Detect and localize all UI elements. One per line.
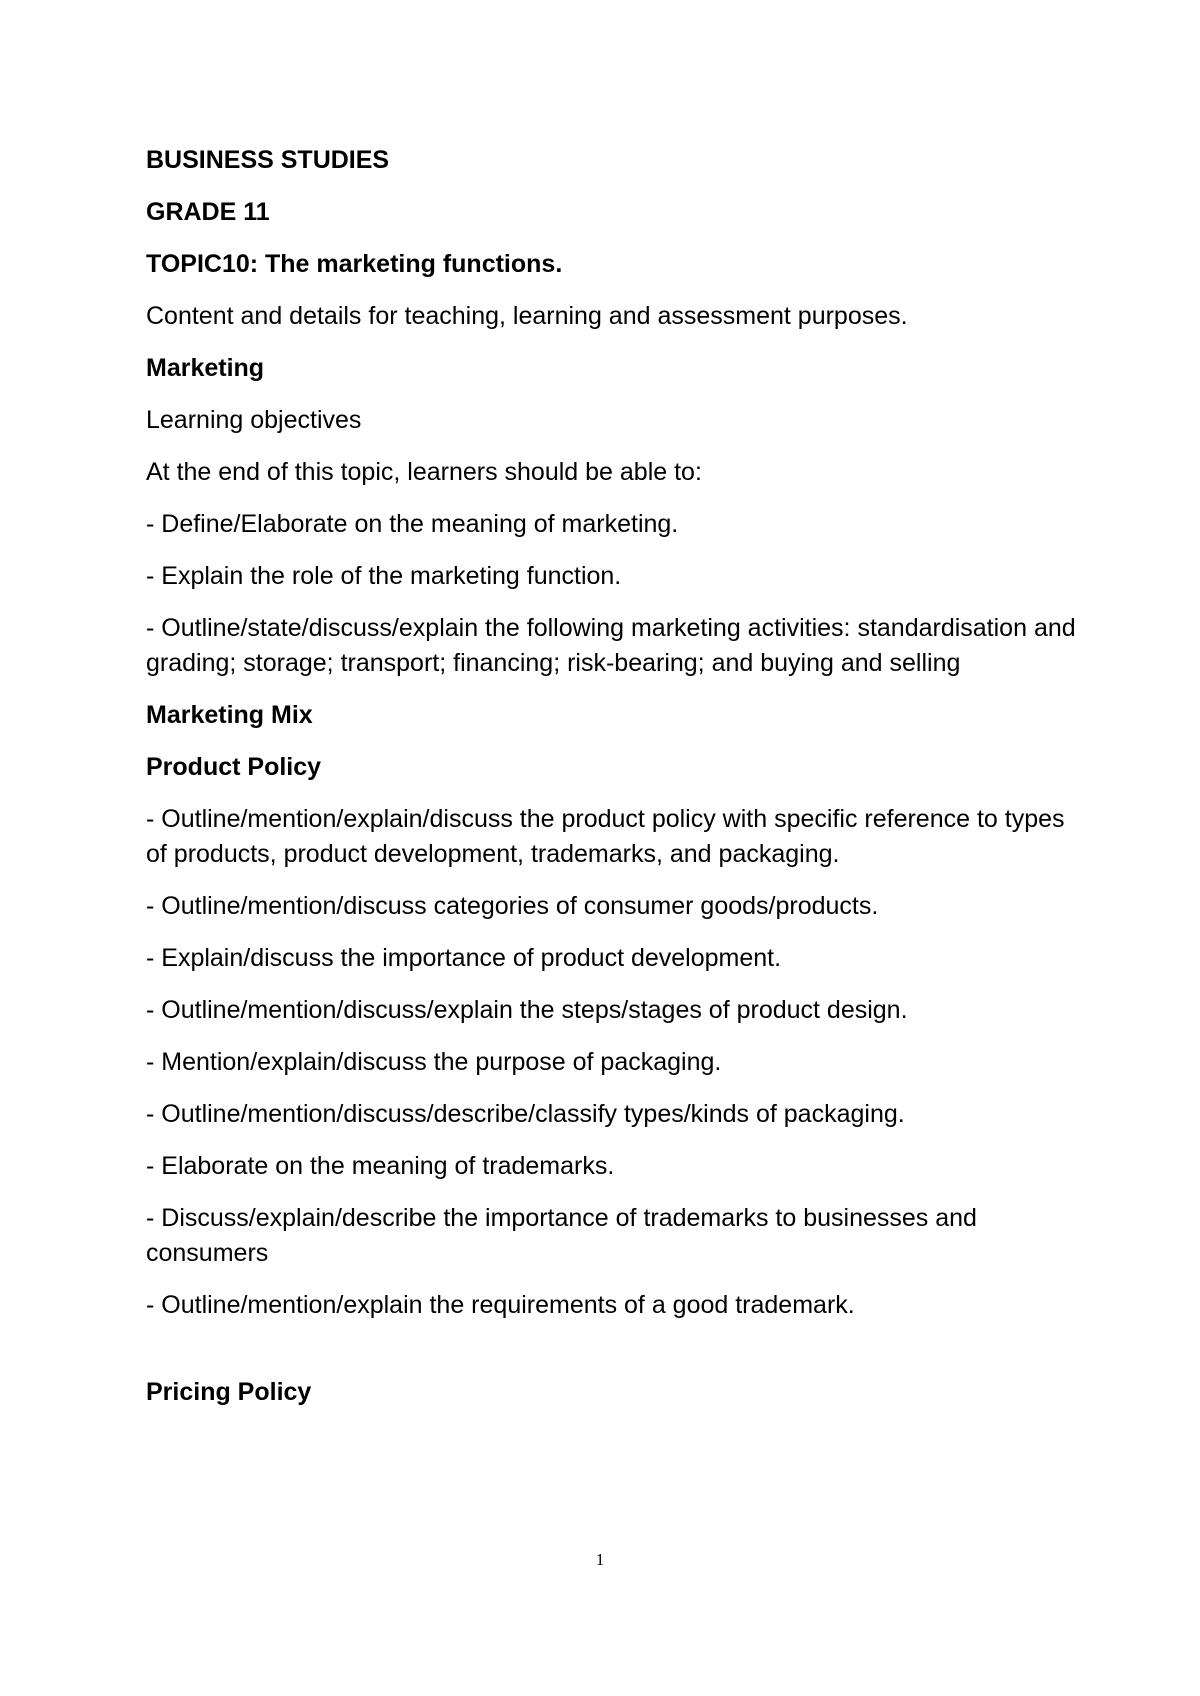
intro-text: Content and details for teaching, learning and assessment purposes. [146,302,908,330]
product-policy-heading: Product Policy [146,753,322,781]
product-policy-item: - Elaborate on the meaning of trademarks. [146,1152,615,1180]
objective-item: - Define/Elaborate on the meaning of marketing. [146,510,679,538]
objective-item: - Explain the role of the marketing function. [146,562,622,590]
subject-heading: BUSINESS STUDIES [146,146,390,174]
grade-heading: GRADE 11 [146,198,270,226]
product-policy-item: - Outline/mention/explain/discuss the product policy with specific reference to types of products, product development, trademarks, and packaging. [146,805,1065,868]
marketing-heading: Marketing [146,354,265,382]
document-body [146,143,1076,1427]
product-policy-item: - Mention/explain/discuss the purpose of packaging. [146,1048,722,1076]
objectives-label: Learning objectives [146,406,362,434]
product-policy-item: - Outline/mention/discuss/describe/classify types/kinds of packaging. [146,1100,905,1128]
product-policy-item: - Outline/mention/discuss categories of consumer goods/products. [146,892,879,920]
objectives-lead-in: At the end of this topic, learners should be able to: [146,458,702,486]
product-policy-item: - Explain/discuss the importance of product development. [146,944,782,972]
product-policy-item: - Outline/mention/explain the requirements of a good trademark. [146,1291,855,1319]
marketing-mix-heading: Marketing Mix [146,701,313,729]
objective-item: - Outline/state/discuss/explain the following marketing activities: standardisation and grading; storage; transport; financing; risk-bearing; and buying and selling [146,614,1076,677]
topic-heading: TOPIC10: The marketing functions. [146,250,563,278]
product-policy-item: - Outline/mention/discuss/explain the steps/stages of product design. [146,996,908,1024]
page-number: 1 [595,1550,605,1569]
pricing-policy-heading: Pricing Policy [146,1378,312,1406]
product-policy-item: - Discuss/explain/describe the importance of trademarks to businesses and consumers [146,1204,977,1267]
